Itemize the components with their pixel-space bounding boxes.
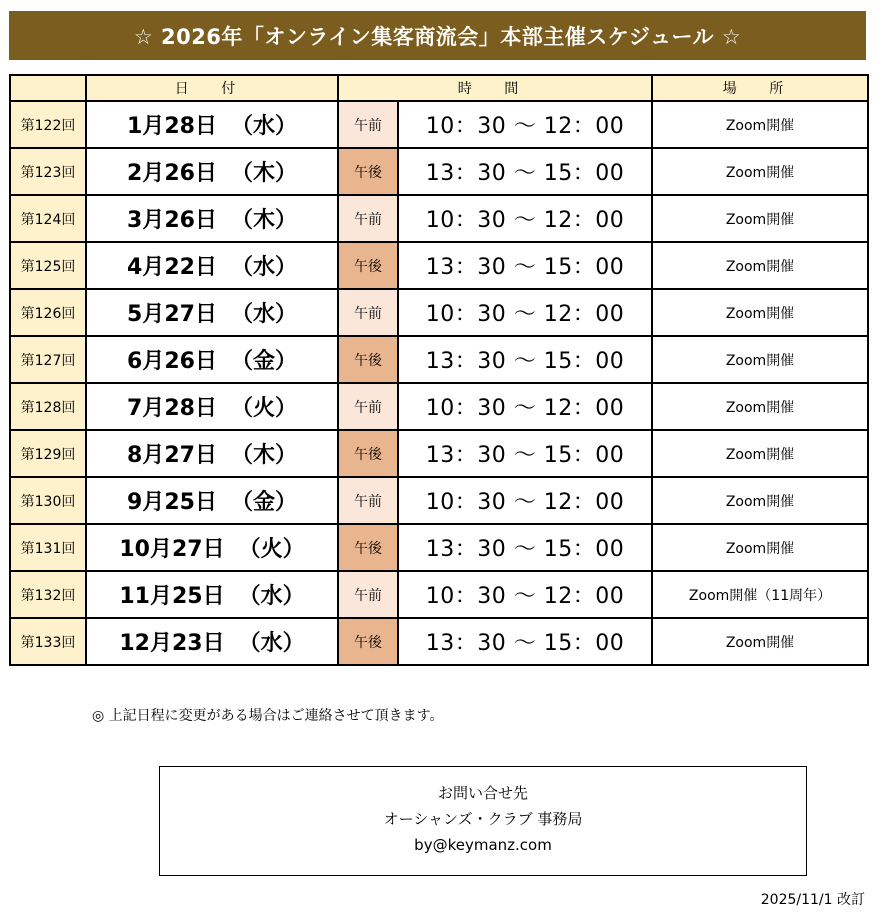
am-pm-badge: 午前 bbox=[338, 101, 398, 148]
session-date bbox=[86, 242, 338, 289]
session-place: Zoom開催 bbox=[652, 524, 868, 571]
page-title: ☆ 2026年「オンライン集客商流会」本部主催スケジュール ☆ bbox=[133, 24, 742, 49]
day-of-week: （水） bbox=[230, 255, 297, 280]
am-pm-badge: 午後 bbox=[338, 336, 398, 383]
am-pm-badge: 午後 bbox=[338, 430, 398, 477]
session-time: 13：30 〜 15：00 bbox=[398, 430, 652, 477]
session-time: 10：30 〜 12：00 bbox=[398, 571, 652, 618]
day-of-week: （木） bbox=[230, 208, 297, 233]
am-pm-badge: 午後 bbox=[338, 524, 398, 571]
session-place: Zoom開催 bbox=[652, 195, 868, 242]
table-row bbox=[10, 571, 868, 618]
header-place: 場 所 bbox=[652, 75, 868, 101]
session-number: 第125回 bbox=[10, 242, 86, 289]
date-text: 8月27日 bbox=[127, 443, 217, 468]
date-text: 12月23日 bbox=[119, 631, 225, 656]
day-of-week: （水） bbox=[238, 584, 305, 609]
table-row bbox=[10, 101, 868, 148]
am-pm-badge: 午前 bbox=[338, 195, 398, 242]
table-row bbox=[10, 430, 868, 477]
am-pm-badge: 午前 bbox=[338, 383, 398, 430]
session-date bbox=[86, 101, 338, 148]
date-text: 4月22日 bbox=[127, 255, 217, 280]
session-date bbox=[86, 289, 338, 336]
table-row bbox=[10, 336, 868, 383]
session-place: Zoom開催（11周年） bbox=[652, 571, 868, 618]
day-of-week: （木） bbox=[230, 161, 297, 186]
session-number: 第122回 bbox=[10, 101, 86, 148]
table-row bbox=[10, 618, 868, 665]
day-of-week: （水） bbox=[238, 631, 305, 656]
session-place: Zoom開催 bbox=[652, 101, 868, 148]
revision-date: 2025/11/1 改訂 bbox=[760, 892, 865, 908]
session-place: Zoom開催 bbox=[652, 336, 868, 383]
session-time: 10：30 〜 12：00 bbox=[398, 101, 652, 148]
session-number: 第124回 bbox=[10, 195, 86, 242]
am-pm-badge: 午前 bbox=[338, 289, 398, 336]
am-pm-badge: 午後 bbox=[338, 242, 398, 289]
date-text: 2月26日 bbox=[127, 161, 217, 186]
day-of-week: （金） bbox=[230, 490, 297, 515]
contact-box bbox=[159, 766, 807, 876]
session-date bbox=[86, 430, 338, 477]
date-text: 9月25日 bbox=[127, 490, 217, 515]
day-of-week: （水） bbox=[230, 114, 297, 139]
date-text: 10月27日 bbox=[119, 537, 225, 562]
session-number: 第129回 bbox=[10, 430, 86, 477]
session-place: Zoom開催 bbox=[652, 618, 868, 665]
date-text: 5月27日 bbox=[127, 302, 217, 327]
session-number: 第133回 bbox=[10, 618, 86, 665]
session-date bbox=[86, 383, 338, 430]
session-place: Zoom開催 bbox=[652, 289, 868, 336]
day-of-week: （火） bbox=[238, 537, 305, 562]
session-time: 13：30 〜 15：00 bbox=[398, 618, 652, 665]
session-number: 第127回 bbox=[10, 336, 86, 383]
session-time: 10：30 〜 12：00 bbox=[398, 195, 652, 242]
header-kai bbox=[10, 75, 86, 101]
day-of-week: （木） bbox=[230, 443, 297, 468]
contact-heading: お問い合せ先 bbox=[437, 784, 528, 802]
session-date bbox=[86, 195, 338, 242]
date-text: 7月28日 bbox=[127, 396, 217, 421]
change-notice: ◎ 上記日程に変更がある場合はご連絡させて頂きます。 bbox=[92, 708, 444, 724]
session-number: 第123回 bbox=[10, 148, 86, 195]
session-time: 13：30 〜 15：00 bbox=[398, 242, 652, 289]
table-row bbox=[10, 383, 868, 430]
day-of-week: （火） bbox=[230, 396, 297, 421]
day-of-week: （金） bbox=[230, 349, 297, 374]
session-time: 13：30 〜 15：00 bbox=[398, 524, 652, 571]
header-date: 日 付 bbox=[86, 75, 338, 101]
header-time: 時 間 bbox=[338, 75, 652, 101]
date-text: 1月28日 bbox=[127, 114, 217, 139]
table-header-row bbox=[10, 75, 868, 101]
session-date bbox=[86, 571, 338, 618]
session-place: Zoom開催 bbox=[652, 148, 868, 195]
date-text: 6月26日 bbox=[127, 349, 217, 374]
session-date bbox=[86, 477, 338, 524]
session-time: 13：30 〜 15：00 bbox=[398, 148, 652, 195]
table-row bbox=[10, 195, 868, 242]
session-number: 第132回 bbox=[10, 571, 86, 618]
session-number: 第131回 bbox=[10, 524, 86, 571]
session-number: 第126回 bbox=[10, 289, 86, 336]
day-of-week: （水） bbox=[230, 302, 297, 327]
date-text: 11月25日 bbox=[119, 584, 225, 609]
session-place: Zoom開催 bbox=[652, 430, 868, 477]
session-time: 10：30 〜 12：00 bbox=[398, 289, 652, 336]
table-row bbox=[10, 524, 868, 571]
session-number: 第128回 bbox=[10, 383, 86, 430]
schedule-table bbox=[9, 74, 869, 666]
session-date bbox=[86, 336, 338, 383]
table-row bbox=[10, 148, 868, 195]
session-date bbox=[86, 618, 338, 665]
session-time: 13：30 〜 15：00 bbox=[398, 336, 652, 383]
am-pm-badge: 午前 bbox=[338, 571, 398, 618]
session-place: Zoom開催 bbox=[652, 383, 868, 430]
table-row bbox=[10, 477, 868, 524]
am-pm-badge: 午後 bbox=[338, 618, 398, 665]
session-date bbox=[86, 148, 338, 195]
session-number: 第130回 bbox=[10, 477, 86, 524]
date-text: 3月26日 bbox=[127, 208, 217, 233]
session-time: 10：30 〜 12：00 bbox=[398, 383, 652, 430]
am-pm-badge: 午後 bbox=[338, 148, 398, 195]
am-pm-badge: 午前 bbox=[338, 477, 398, 524]
table-row bbox=[10, 289, 868, 336]
session-place: Zoom開催 bbox=[652, 242, 868, 289]
table-row bbox=[10, 242, 868, 289]
contact-organization: オーシャンズ・クラブ 事務局 bbox=[383, 810, 583, 828]
page-title-banner bbox=[9, 11, 866, 60]
session-time: 10：30 〜 12：00 bbox=[398, 477, 652, 524]
session-place: Zoom開催 bbox=[652, 477, 868, 524]
contact-email[interactable]: by@keymanz.com bbox=[414, 836, 552, 854]
session-date bbox=[86, 524, 338, 571]
